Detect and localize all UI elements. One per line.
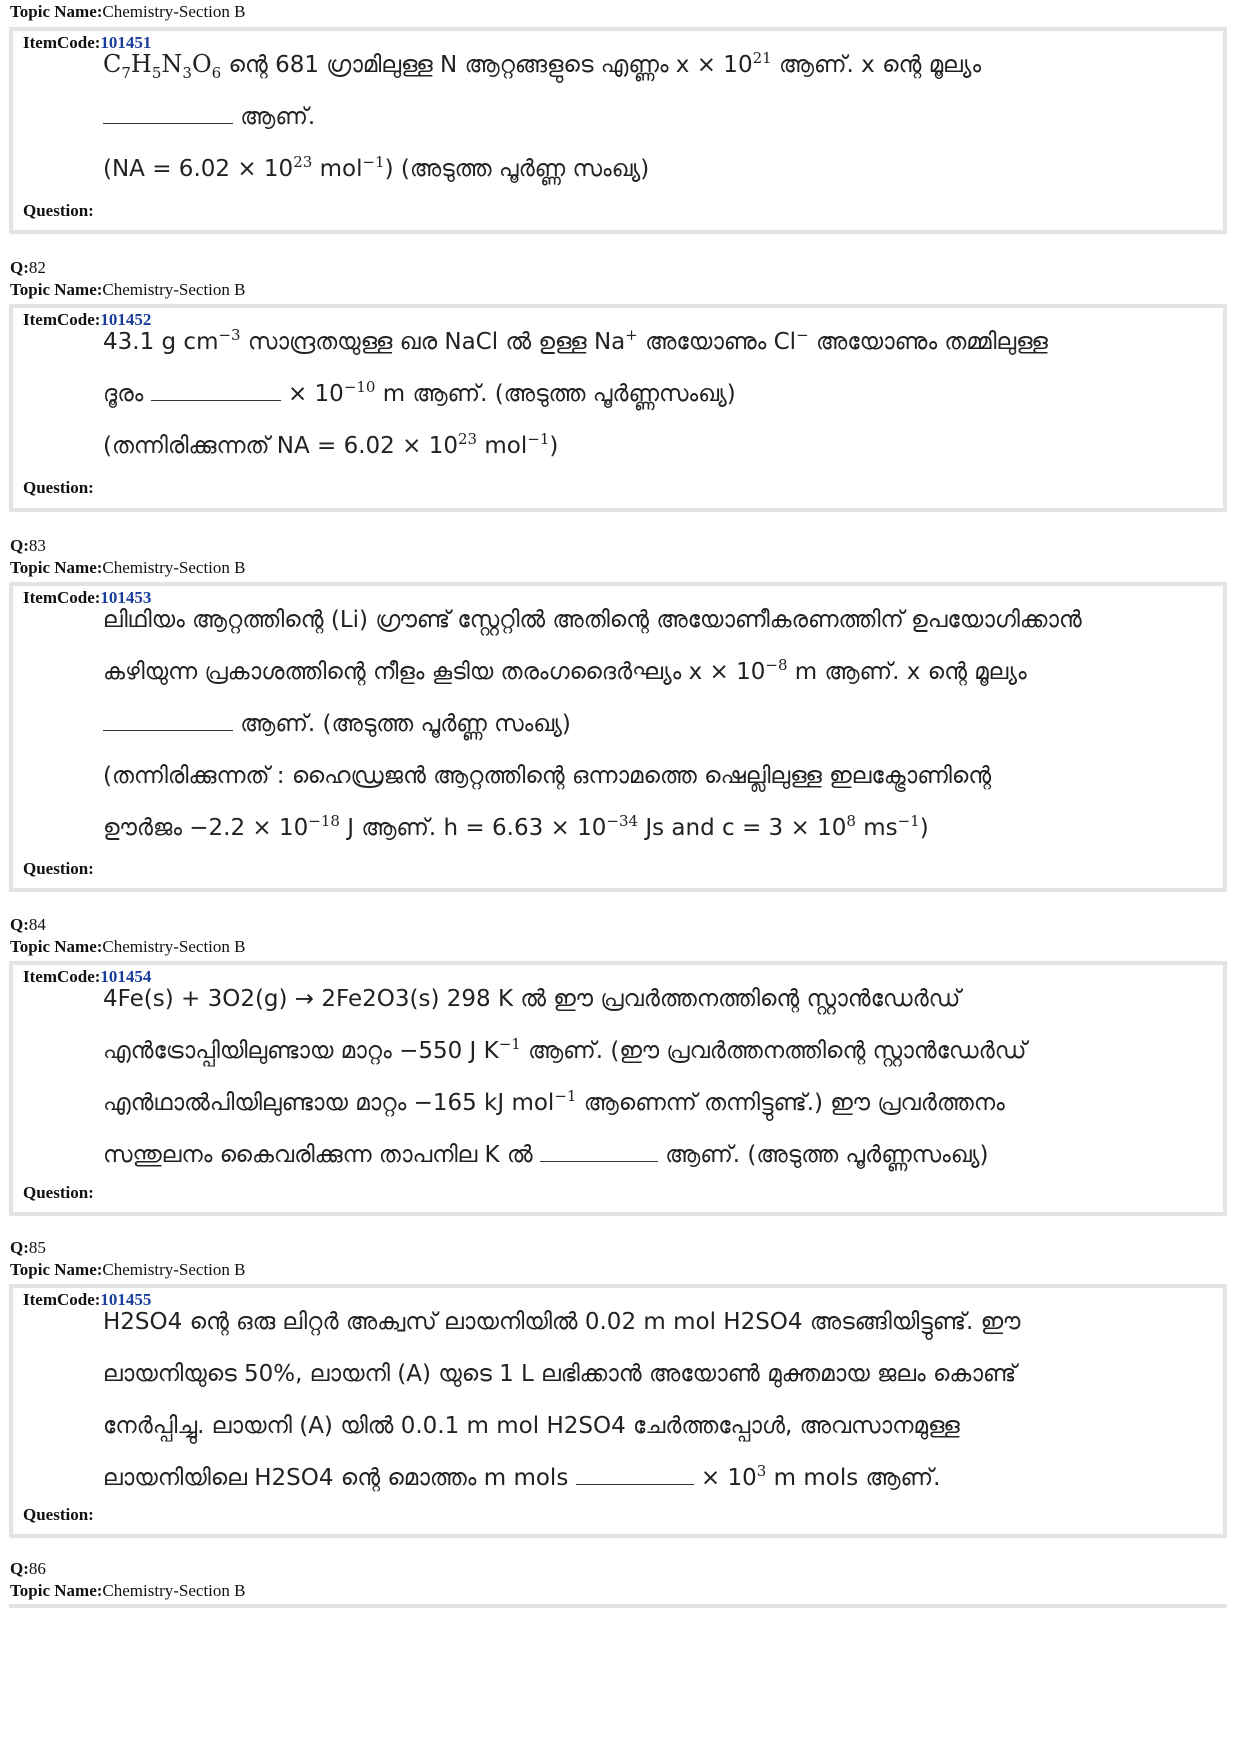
itemcode: ItemCode:101452 — [23, 310, 152, 329]
q-number-85: Q:85 — [10, 1238, 46, 1257]
question-text: 43.1 g $cm^{-3}$ സാന്ദ്രതയുള്ള ഖര NaCl ൽ ഉള്ള Na+ അയോണും Cl− അയോണും തമ്മിലുള്ള ദൂരം × $10^{-10}$ m ആണ്. (അടുത്ത പൂർണ്ണസംഖ്യ) (തന്നിരിക്കുന്നത് NA = $6.02 \times 10^{23}$ mol$^{-1}$) — [103, 326, 1048, 459]
itemcode: ItemCode:101453 — [23, 588, 152, 607]
answer-blank — [576, 1464, 694, 1485]
question-label: Question: — [23, 1505, 94, 1524]
topic-name-84: Topic Name:Chemistry-Section B — [10, 937, 246, 956]
answer-blank — [151, 380, 281, 401]
q-number-84: Q:84 — [10, 915, 46, 934]
q-number-83: Q:83 — [10, 536, 46, 555]
question-text: H2SO4 ന്റെ ഒരു ലിറ്റർ അക്വസ് ലായനിയിൽ 0.02 m mol H2SO4 അടങ്ങിയിട്ടുണ്ട്. ഈ ലായനിയുടെ 50%, ലായനി (A) യുടെ 1 L ലഭിക്കാൻ അയോൺ മുക്തമായ ജലം കൊണ്ട് നേർപ്പിച്ചു. ലായനി (A) യിൽ 0.0.1 m mol H2SO4 ചേർത്തപ്പോൾ, അവസാനമുള്ള ലായനിയിലെ H2SO4 ന്റെ മൊത്തം m mols × $10^3$ m mols ആണ്. — [103, 1309, 1021, 1491]
q-number-82: Q:82 — [10, 258, 46, 277]
question-label: Question: — [23, 201, 94, 220]
answer-blank — [103, 103, 233, 124]
divider — [9, 1604, 1227, 1608]
topic-name-85: Topic Name:Chemistry-Section B — [10, 1260, 246, 1279]
question-block-85 — [9, 1284, 1227, 1538]
q-number-86: Q:86 — [10, 1559, 46, 1578]
question-block-83 — [9, 582, 1227, 892]
question-text: 4Fe(s) + 3O2(g) → 2Fe2O3(s) 298 K ൽ ഈ പ്രവർത്തനത്തിന്റെ സ്റ്റാൻഡേർഡ് എൻട്രോപ്പിയിലുണ്ടായ മാറ്റം −550 J $K^{-1}$ ആണ്. (ഈ പ്രവർത്തനത്തിന്റെ സ്റ്റാൻഡേർഡ് എൻഥാൽപിയിലുണ്ടായ മാറ്റം −165 kJ mol$^{-1}$ ആണെന്ന് തന്നിട്ടുണ്ട്.) ഈ പ്രവർത്തനം സന്തുലനം കൈവരിക്കുന്ന താപനില K ൽ ആണ്. (അടുത്ത പൂർണ്ണസംഖ്യ) — [103, 986, 1027, 1168]
topic-name-83: Topic Name:Chemistry-Section B — [10, 558, 246, 577]
question-block-1 — [9, 27, 1227, 234]
question-text: $C_7H_5N_3O_6$ ന്റെ 681 ഗ്രാമിലുള്ള N ആറ്റങ്ങളുടെ എണ്ണം $x \times 10^{21}$ ആണ്. x ന്റെ മൂല്യം ആണ്. ($NA = 6.02 \times 10^{23}$ mol$^{-1}$) (അടുത്ത പൂർണ്ണ സംഖ്യ) — [103, 49, 982, 182]
answer-blank — [103, 710, 233, 731]
question-label: Question: — [23, 859, 94, 878]
question-block-84 — [9, 961, 1227, 1216]
topic-name-86: Topic Name:Chemistry-Section B — [10, 1581, 246, 1600]
question-label: Question: — [23, 478, 94, 497]
itemcode: ItemCode:101454 — [23, 967, 152, 986]
answer-blank — [540, 1141, 658, 1162]
question-label: Question: — [23, 1183, 94, 1202]
question-block-82 — [9, 304, 1227, 512]
topic-name-82: Topic Name:Chemistry-Section B — [10, 280, 246, 299]
topic-header-1: Topic Name:Chemistry-Section B — [10, 2, 246, 21]
itemcode: ItemCode:101451 — [23, 33, 152, 52]
itemcode: ItemCode:101455 — [23, 1290, 152, 1309]
question-text: ലിഥിയം ആറ്റത്തിന്റെ (Li) ഗ്രൗണ്ട് സ്റ്റേറ്റിൽ അതിന്റെ അയോണീകരണത്തിന് ഉപയോഗിക്കാൻ കഴിയുന്ന പ്രകാശത്തിന്റെ നീളം കൂടിയ തരംഗദൈർഘ്യം $x \times 10^{-8}$ m ആണ്. x ന്റെ മൂല്യം ആണ്. (അടുത്ത പൂർണ്ണ സംഖ്യ) (തന്നിരിക്കുന്നത് : ഹൈഡ്രജൻ ആറ്റത്തിന്റെ ഒന്നാമത്തെ ഷെല്ലിലുള്ള ഇലക്ട്രോണിന്റെ ഊർജം $-2.2 \times 10^{-18}$ J ആണ്. $h = 6.63 \times 10^{-34}$ Js and $c = 3 \times 10^8$ $ms^{-1}$) — [103, 607, 1082, 841]
